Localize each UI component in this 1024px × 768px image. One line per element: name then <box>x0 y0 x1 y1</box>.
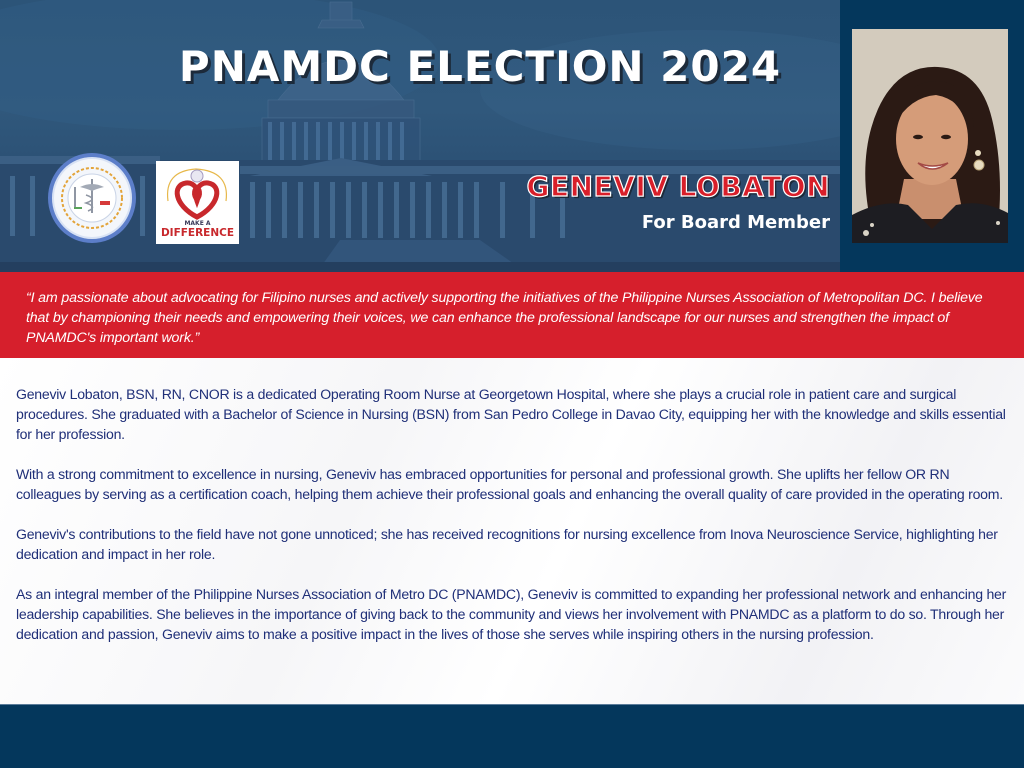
make-a-difference-logo <box>156 161 239 244</box>
pnamdc-seal-logo <box>48 153 136 243</box>
biography-section <box>0 358 1024 704</box>
make-a-text: MAKE A <box>184 220 211 227</box>
candidate-photo-panel <box>840 0 1024 272</box>
biography-text <box>16 384 1016 664</box>
candidate-photo <box>852 29 1008 243</box>
difference-text: DIFFERENCE <box>160 227 235 239</box>
heart-loop-icon <box>156 161 239 221</box>
candidate-role: For Board Member <box>641 212 830 233</box>
candidate-quote: “I am passionate about advocating for Filipino nurses and actively supporting the initiatives of the Philippine Nurses Association of Metropolitan DC. I believe that by championing their needs and empowering their voices, we can enhance the professional landscape for our nurses and strengthen the impact of PNAMDC's important work.” <box>26 290 983 346</box>
page-title: PNAMDC ELECTION 2024 <box>178 42 782 91</box>
candidate-name: GENEVIV LOBATON <box>526 170 830 203</box>
portrait-icon <box>852 29 1008 243</box>
caduceus-seal-icon <box>52 157 132 239</box>
candidate-quote-band <box>0 272 1024 358</box>
bio-paragraph: Geneviv's contributions to the field have not gone unnoticed; she has received recognitions for nursing excellence from Inova Neuroscience Service, highlighting her dedication and impact in her role. <box>16 526 998 562</box>
bio-paragraph: As an integral member of the Philippine Nurses Association of Metro DC (PNAMDC), Geneviv is committed to expanding her professional network and enhancing her leadership capabilities. She believes in the importance of giving back to the community and views her involvement with PNAMDC as a platform to do so. Through her dedication and passion, Geneviv aims to make a positive impact in the lives of those she serves while inspiring others in the nursing profession. <box>16 586 1007 642</box>
bio-paragraph: With a strong commitment to excellence in nursing, Geneviv has embraced opportunities for personal and professional growth. She uplifts her fellow OR RN colleagues by serving as a certification coach, helping them achieve their professional goals and enhancing the overall quality of care provided in the operating room. <box>16 466 1003 502</box>
footer-band <box>0 704 1024 768</box>
bio-paragraph: Geneviv Lobaton, BSN, RN, CNOR is a dedicated Operating Room Nurse at Georgetown Hospital, where she plays a crucial role in patient care and surgical procedures. She graduated with a Bachelor of Science in Nursing (BSN) from San Pedro College in Davao City, equipping her with the knowledge and skills essential for her profession. <box>16 386 1006 442</box>
